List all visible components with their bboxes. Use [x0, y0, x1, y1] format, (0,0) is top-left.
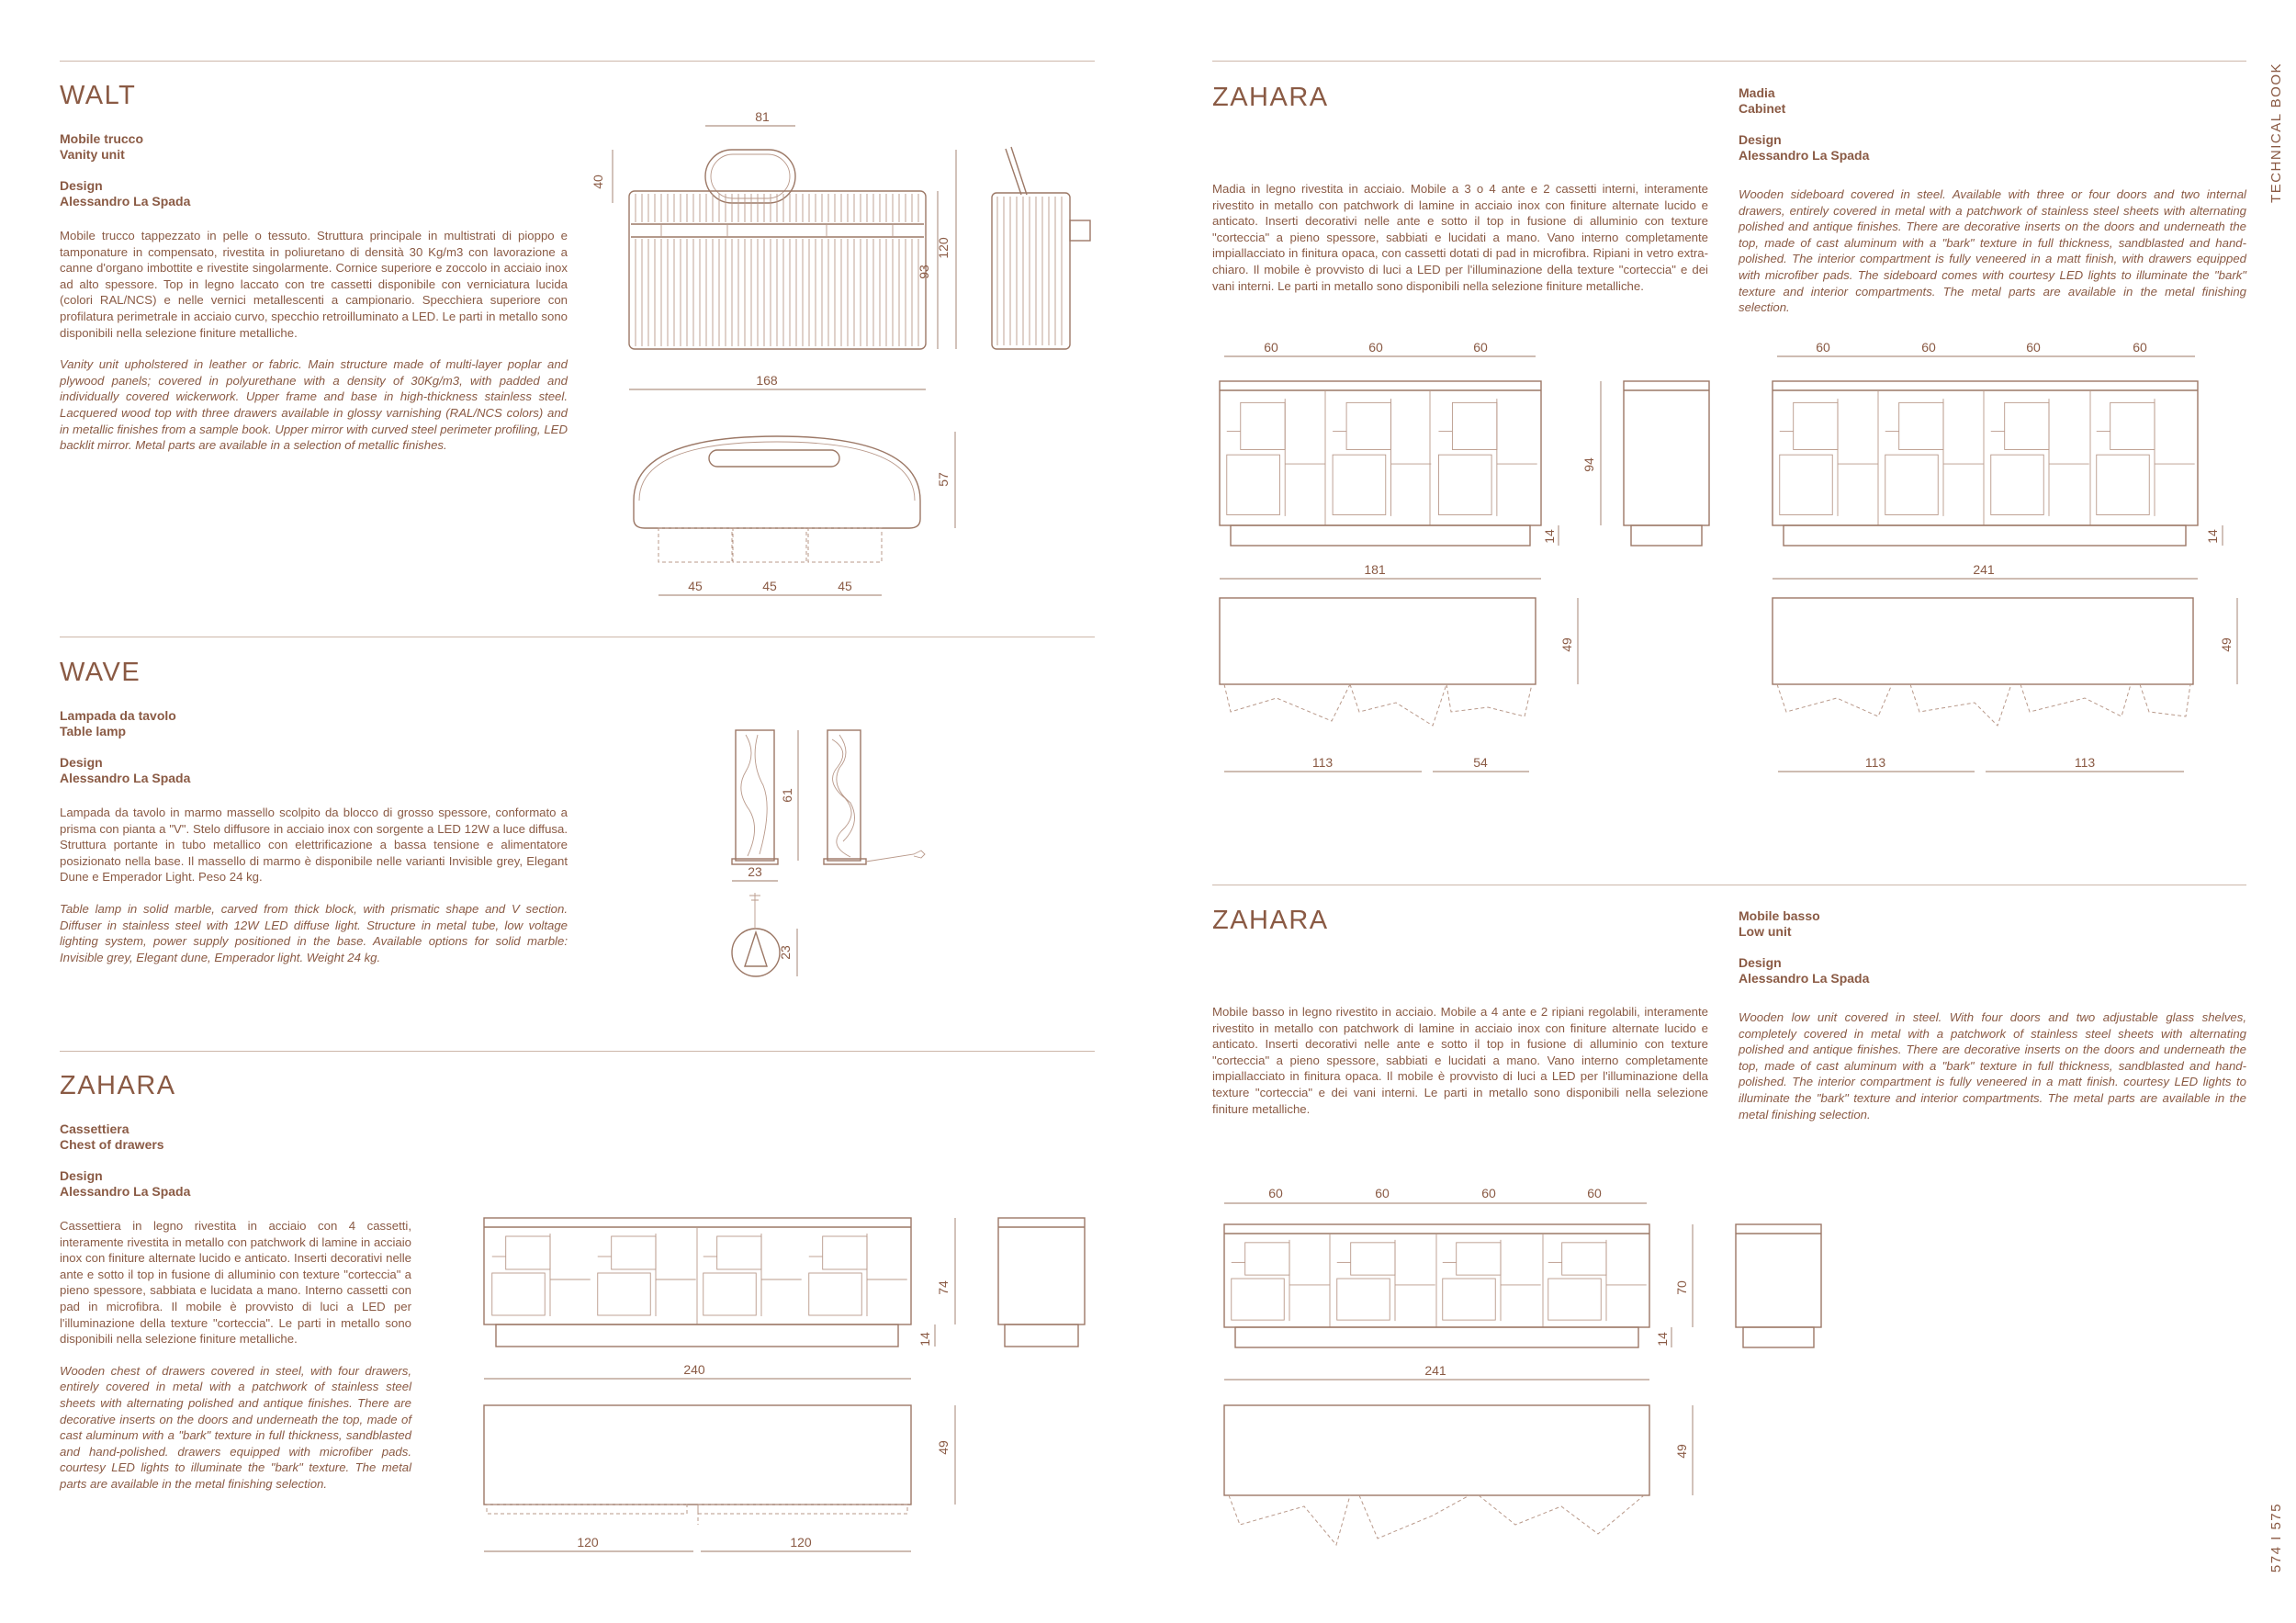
walt-dim-mirror-w: 81 [755, 109, 770, 124]
zahara-cabinet-a-dim-base: 14 [1542, 529, 1557, 544]
walt-design-label: Design [60, 178, 103, 193]
walt-designer: Alessandro La Spada [60, 194, 191, 209]
zahara-cabinet-desc-it: Madia in legno rivestita in acciaio. Mobile a 3 o 4 ante e 2 cassetti interni, interamente rivestito in metallo con patchwork di lamine in acciaio inox con finiture alternate lucido e anticato. Inserti decorativi nelle ante e sotto il top in fusione di alluminio con texture "corteccia" a pieno spessore, sabbiati e lucidati a mano. Vano interno completamente impiallacciato in finitura opaca, con cassetti dotati di pad in microfibra. Ripiani in vetro extra-chiaro. Il mobile è provvisto di luci a LED per l'illuminazione della texture "corteccia" e dei vani interni. Le parti in metallo sono disponibili nella selezione finiture metalliche. [1212, 182, 1708, 293]
page-numbers: 574 I 575 [2268, 1503, 2284, 1573]
zahara-low-title: ZAHARA [1212, 906, 1329, 935]
zahara-chest-desc-en: Wooden chest of drawers covered in steel, with four drawers, entirely covered in metal with a patchwork of stainless steel sheets with alternating polished and antique finishes. There are decorative inserts on the doors and underneath the top, made of cast aluminum with a "bark" texture in full thickness, sandblasted and hand-polished. drawers equipped with microfiber pads. courtesy LED lights to illuminate the "bark" texture. The metal parts are available in the metal finishing selection. [60, 1363, 411, 1491]
zahara-cabinet-b-dim-m1: 60 [1816, 340, 1830, 355]
zahara-cabinet-b-dim-m4: 60 [2133, 340, 2147, 355]
zahara-cabinet-a-dim-width: 181 [1364, 562, 1386, 577]
wave-design-label: Design [60, 755, 103, 770]
wave-title: WAVE [60, 658, 141, 687]
zahara-low-design-label: Design [1739, 955, 1782, 970]
zahara-cabinet-a-dim-m1: 60 [1264, 340, 1278, 355]
wave-dim-width: 23 [748, 864, 762, 879]
zahara-chest-dim-depth: 49 [936, 1440, 951, 1455]
zahara-low-type-it: Mobile basso [1739, 908, 1820, 923]
zahara-cabinet-a-dim-m2: 60 [1368, 340, 1383, 355]
walt-type-it: Mobile trucco [60, 131, 144, 146]
walt-dim-mirror-h: 40 [591, 175, 605, 189]
zahara-chest-dim-w1: 120 [577, 1535, 599, 1550]
zahara-low-desc-en: Wooden low unit covered in steel. With four doors and two adjustable glass shelves, completely covered in metal with a patchwork of stainless steel sheets with alternating polished and antique finishes. There are decorative inserts on the doors and underneath the top, made of cast aluminum with a "bark" texture in full thickness, sandblasted and hand-polished. The interior compartment is fully veneered in a matt finish. courtesy LED lights to illuminate the "bark" texture and interior compartments. The metal parts are available in the metal finishing selection. [1739, 1010, 2246, 1121]
zahara-cabinet-b-dim-m3: 60 [2026, 340, 2041, 355]
zahara-chest-type-it: Cassettiera [60, 1121, 129, 1136]
zahara-cabinet-b-dim-m2: 60 [1921, 340, 1936, 355]
walt-dim-top-depth: 57 [936, 472, 951, 487]
wave-type-it: Lampada da tavolo [60, 708, 176, 723]
zahara-low-dim-m4: 60 [1587, 1186, 1602, 1200]
zahara-cabinet-b-dim-p1: 113 [1864, 755, 1886, 770]
zahara-cabinet-type-it: Madia [1739, 85, 1775, 100]
zahara-cabinet-b-dim-base: 14 [2205, 529, 2220, 544]
zahara-low-dim-height: 70 [1674, 1280, 1689, 1295]
walt-dim-d2: 45 [762, 579, 777, 593]
zahara-cabinet-a-dim-p2: 54 [1473, 755, 1488, 770]
walt-dim-d3: 45 [838, 579, 852, 593]
side-label: TECHNICAL BOOK [2268, 62, 2284, 203]
zahara-low-dim-m2: 60 [1375, 1186, 1390, 1200]
wave-dim-height: 61 [780, 788, 794, 803]
zahara-chest-title: ZAHARA [60, 1071, 176, 1100]
zahara-chest-dim-height: 74 [936, 1280, 951, 1295]
walt-desc-it: Mobile trucco tappezzato in pelle o tessuto. Struttura principale in multistrati di pioppo e tamponature in compensato, rivestita in poliuretano di densità 30 Kg/m3 con lavorazione a canne d'organo imbottite e rivestite singolarmente. Cornice superiore e zoccolo in acciaio inox ad alto spessore. Top in legno laccato con tre cassetti disponibile con verniciatura lucida (colori RAL/NCS) e nelle vernici metallescenti a campionario. Specchiera superiore con profilatura perimetrale in acciaio curvo, specchio retroilluminato a LED. Le parti in metallo sono disponibili nella selezione finiture metalliche. [60, 229, 568, 340]
walt-title: WALT [60, 81, 137, 110]
zahara-low-dim-width: 241 [1424, 1363, 1446, 1378]
zahara-low-dim-m3: 60 [1481, 1186, 1496, 1200]
zahara-low-dim-depth: 49 [1674, 1444, 1689, 1459]
zahara-cabinet-a-dim-m3: 60 [1473, 340, 1488, 355]
zahara-chest-dim-w2: 120 [790, 1535, 812, 1550]
zahara-low-side [1736, 1224, 1821, 1347]
walt-dim-height: 93 [917, 265, 931, 279]
walt-dim-width: 168 [756, 373, 778, 388]
zahara-chest-desc-it: Cassettiera in legno rivestita in acciaio con 4 cassetti, interamente rivestita in metallo con patchwork di lamine in acciaio inox con finiture alternate lucido e anticato. Inserti decorativi nelle ante e sotto il top in fusione di alluminio con texture "corteccia" a pieno spessore, sabbiata e lucidata a mano. Interno cassetti con pad in microfibra. Il mobile è provvisto di luci a LED per l'illuminazione della texture "corteccia". Le parti in metallo sono disponibili nella selezione finiture metalliche. [60, 1219, 411, 1347]
zahara-chest-design-label: Design [60, 1168, 103, 1183]
wave-desc-en: Table lamp in solid marble, carved from thick block, with prismatic shape and V section. Diffuser in stainless steel with 12W LED diffuse light. Structure in metal tube, low voltage lighting system, power supply positioned in the base. Available options for solid marble: Invisible grey, Elegant dune, Emperador light. Weight 24 kg. [60, 901, 568, 964]
zahara-cabinet-design-label: Design [1739, 132, 1782, 147]
walt-type-en: Vanity unit [60, 147, 125, 162]
zahara-chest-dim-base: 14 [917, 1332, 932, 1347]
zahara-cabinet-desc-en: Wooden sideboard covered in steel. Available with three or four doors and two internal drawers, entirely covered in metal with a patchwork of stainless steel sheets with alternating polished and antique finishes. There are decorative inserts on the doors and underneath the top, made of cast aluminum with a "bark" texture in full thickness, sandblasted and hand-polished. The interior compartment is fully veneered in a matt finish, with drawers equipped with microfiber pads. The sideboard comes with courtesy LED lights to illuminate the "bark" texture and interior compartments. The metal parts are available in the metal finishing selection. [1739, 187, 2246, 315]
zahara-low-dim-m1: 60 [1268, 1186, 1283, 1200]
zahara-cabinet-b-dim-depth: 49 [2219, 637, 2234, 652]
wave-type-en: Table lamp [60, 724, 127, 738]
zahara-cabinet-a-dim-depth: 49 [1559, 637, 1574, 652]
wave-dim-depth: 23 [778, 945, 793, 960]
zahara-low-dim-base: 14 [1655, 1332, 1670, 1347]
zahara-low-top [1224, 1405, 1649, 1545]
zahara-cabinet-designer: Alessandro La Spada [1739, 148, 1870, 163]
zahara-chest-type-en: Chest of drawers [60, 1137, 164, 1152]
zahara-chest-dim-width: 240 [683, 1362, 705, 1377]
zahara-cabinet-b-dim-p2: 113 [2074, 755, 2096, 770]
zahara-cabinet-b-dim-width: 241 [1973, 562, 1995, 577]
zahara-chest-designer: Alessandro La Spada [60, 1184, 191, 1199]
zahara-cabinet-type-en: Cabinet [1739, 101, 1786, 116]
zahara-cabinet-title: ZAHARA [1212, 83, 1329, 112]
zahara-cabinet-a-dim-height: 94 [1581, 457, 1596, 472]
walt-dim-depth: 120 [936, 237, 951, 259]
wave-designer: Alessandro La Spada [60, 771, 191, 785]
zahara-low-desc-it: Mobile basso in legno rivestito in acciaio. Mobile a 4 ante e 2 ripiani regolabili, interamente rivestito in metallo con patchwork di lamine in acciaio inox con finiture alternate lucido e anticato. Inserti decorativi nelle ante e sotto il top in fusione di alluminio con texture "corteccia" a pieno spessore, sabbiati e lucidati a mano. Vano interno completamente impiallacciato in finitura opaca. Il mobile è provvisto di luci a LED per l'illuminazione della texture "corteccia" e dei vani interni. Le parti in metallo sono disponibili nella selezione finiture metalliche. [1212, 1005, 1708, 1116]
zahara-low-type-en: Low unit [1739, 924, 1792, 939]
walt-dim-d1: 45 [688, 579, 703, 593]
zahara-cabinet-a-dim-p1: 113 [1311, 755, 1334, 770]
walt-desc-en: Vanity unit upholstered in leather or fabric. Main structure made of multi-layer poplar and plywood panels; covered in polyurethane with a density of 30Kg/m3, with padded and individually covered wickerwork. Upper frame and base in high-thickness stainless steel. Lacquered wood top with three drawers available in glossy varnishing (RAL/NCS colors) and in metallic finishes from a sample book. Upper mirror with curved steel perimeter profiling, LED backlit mirror. Metal parts are available in a selection of metallic finishes. [60, 357, 568, 453]
zahara-low-designer: Alessandro La Spada [1739, 971, 1870, 986]
wave-desc-it: Lampada da tavolo in marmo massello scolpito da blocco di grosso spessore, conformato a prisma con pianta a "V". Stelo diffusore in acciaio inox con sorgente a LED 12W a luce diffusa. Struttura portante in tubo metallico con elettrificazione a bassa tensione e alimentatore posizionato nella base. Il massello di marmo è disponibile nelle varianti Invisible grey, Elegant Dune e Emperador Light. Peso 24 kg. [60, 806, 568, 885]
